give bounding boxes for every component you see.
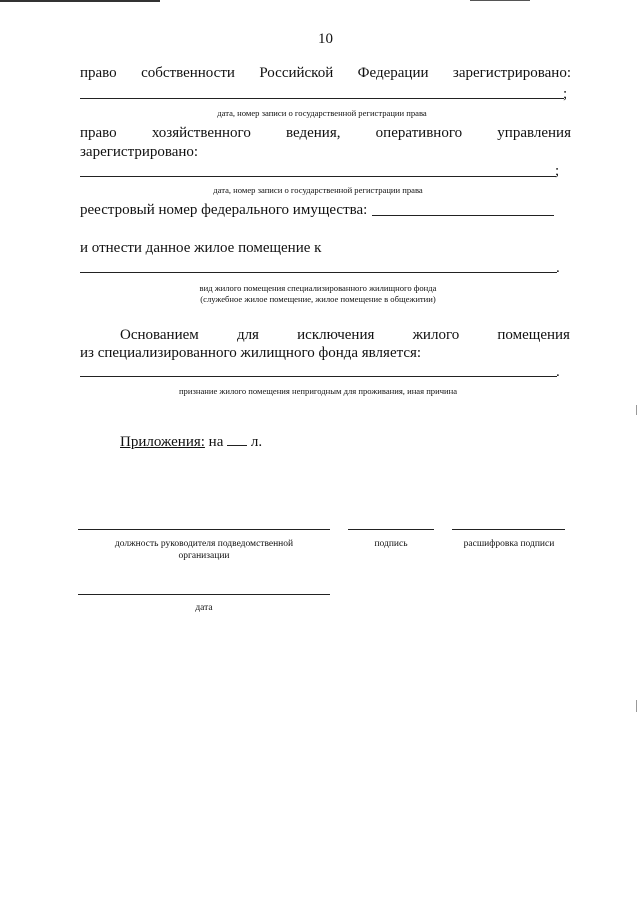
attachments-on: на xyxy=(208,434,224,450)
scan-top-edge-mark xyxy=(470,0,530,1)
basis-caption: признание жилого помещения непригодным для проживания, иная причина xyxy=(178,386,458,396)
economic-management-line2: зарегистрировано: xyxy=(80,144,199,160)
assign-caption-line2: (служебное жилое помещение, жилое помещение в общежитии) xyxy=(200,294,436,304)
economic-word: оперативного xyxy=(375,125,463,141)
date-caption: дата xyxy=(195,603,213,613)
ownership-word: собственности xyxy=(141,65,235,81)
scan-top-edge xyxy=(0,0,160,2)
position-caption-line1: должность руководителя подведомственной xyxy=(114,539,294,549)
basis-end-mark: . xyxy=(556,364,560,380)
ownership-caption: дата, номер записи о государственной регистрации права xyxy=(217,108,427,118)
basis-word: исключения xyxy=(297,327,375,343)
signature-caption: подпись xyxy=(374,539,408,549)
ownership-word: Федерации xyxy=(357,65,429,81)
economic-management-line xyxy=(80,124,571,142)
economic-word: хозяйственного xyxy=(151,125,251,141)
ownership-line xyxy=(80,64,571,82)
assign-caption-line1: вид жилого помещения специализированного жилищного фонда xyxy=(199,283,437,293)
date-line xyxy=(78,594,330,595)
ownership-word: зарегистрировано: xyxy=(452,65,571,81)
basis-word: жилого xyxy=(412,327,460,343)
economic-management-fill-line xyxy=(80,176,556,177)
basis-word: для xyxy=(236,327,259,343)
scan-edge-mark xyxy=(636,405,637,415)
economic-word: ведения, xyxy=(286,125,341,141)
basis-line2: из специализированного жилищного фонда является: xyxy=(80,345,422,361)
decoding-line xyxy=(452,529,565,530)
ownership-word: право xyxy=(80,65,117,81)
attachments-sheet-count-field[interactable] xyxy=(227,433,247,446)
decoding-caption: расшифровка подписи xyxy=(463,539,555,549)
economic-word: право xyxy=(80,125,117,141)
economic-management-caption: дата, номер записи о государственной регистрации права xyxy=(213,185,423,195)
attachments-unit: л. xyxy=(250,434,263,450)
page-number: 10 xyxy=(318,31,333,47)
attachments-row xyxy=(120,433,262,451)
basis-word: Основанием xyxy=(120,327,199,343)
position-line xyxy=(78,529,330,530)
ownership-fill-line xyxy=(80,98,564,99)
basis-word: помещения xyxy=(497,327,570,343)
registry-number-field[interactable] xyxy=(372,215,554,216)
assign-fill-line xyxy=(80,272,557,273)
position-caption-line2: организации xyxy=(178,551,230,561)
assign-label: и отнести данное жилое помещение к xyxy=(80,240,322,256)
basis-line xyxy=(120,326,570,344)
signature-line xyxy=(348,529,434,530)
assign-end-mark: . xyxy=(556,260,560,276)
ownership-end-mark: ; xyxy=(563,86,568,102)
attachments-label: Приложения: xyxy=(120,434,205,450)
economic-word: управления xyxy=(497,125,571,141)
economic-management-end-mark: ; xyxy=(555,163,560,179)
ownership-word: Российской xyxy=(259,65,334,81)
registry-number-label: реестровый номер федерального имущества: xyxy=(80,202,368,218)
basis-fill-line xyxy=(80,376,557,377)
scan-edge-mark xyxy=(636,700,637,712)
